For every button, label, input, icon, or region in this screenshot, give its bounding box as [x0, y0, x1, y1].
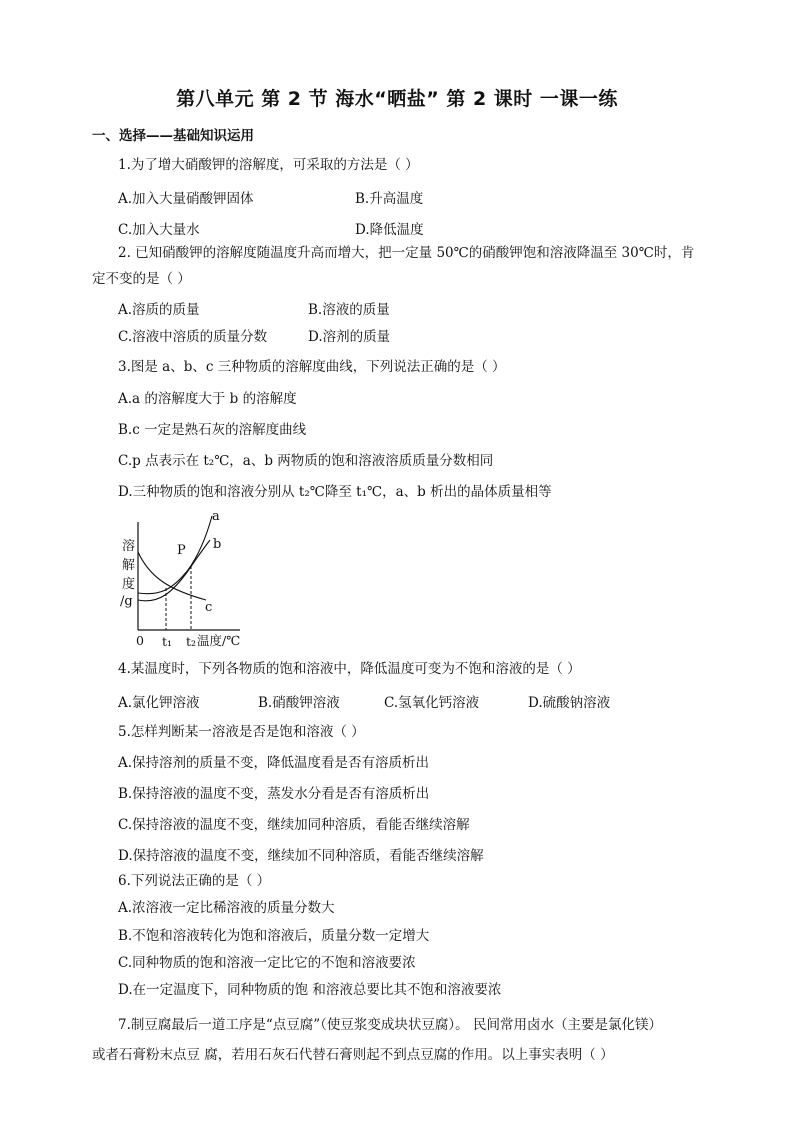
question-6-option-c: C.同种物质的饱和溶液一定比它的不饱和溶液要浓	[118, 955, 416, 971]
question-7-stem-line2: 或者石膏粉末点豆 腐，若用石灰石代替石膏则起不到点豆腐的作用。以上事实表明（ ）	[92, 1047, 614, 1063]
question-2-options-row1	[118, 298, 738, 316]
curve-b-label: b	[213, 537, 222, 552]
question-4-option-c: C.氢氧化钙溶液	[384, 695, 480, 711]
question-6-option-d: D.在一定温度下，同种物质的饱 和溶液总要比其不饱和溶液要浓	[118, 982, 502, 998]
question-2-option-c: C.溶液中溶质的质量分数	[118, 329, 268, 345]
y-axis-label-2: 解	[122, 558, 136, 573]
question-6-stem: 6.下列说法正确的是（ ）	[118, 873, 271, 889]
t2-label: t₂	[186, 634, 197, 649]
question-5-option-a: A.保持溶剂的质量不变，降低温度看是否有溶质析出	[118, 755, 430, 771]
question-3-stem: 3.图是 a、b、c 三种物质的溶解度曲线，下列说法正确的是（ ）	[118, 359, 506, 375]
curve-c-label: c	[205, 600, 213, 615]
question-4-option-d: D.硫酸钠溶液	[528, 695, 611, 711]
y-axis-label-1: 溶	[122, 539, 136, 554]
question-3-option-a: A.a 的溶解度大于 b 的溶解度	[118, 391, 297, 407]
point-p-label: P	[177, 543, 186, 558]
question-1-option-c: C.加入大量水	[118, 222, 200, 238]
question-1-options-row1	[118, 187, 738, 205]
question-5-option-c: C.保持溶液的温度不变，继续加同种溶质，看能否继续溶解	[118, 817, 470, 833]
question-7-stem-line1: 7.制豆腐最后一道工序是“点豆腐”（使豆浆变成块状豆腐）。 民间常用卤水（主要是氯化镁）	[118, 1017, 662, 1033]
question-3-option-d: D.三种物质的饱和溶液分别从 t₂℃降至 t₁℃，a、b 析出的晶体质量相等	[118, 484, 552, 500]
question-5-option-d: D.保持溶液的温度不变，继续加不同种溶质，看能否继续溶解	[118, 848, 484, 864]
solubility-curve-figure	[110, 508, 260, 653]
y-axis-label-3: 度	[122, 577, 136, 592]
question-4-option-a: A.氯化钾溶液	[118, 695, 200, 711]
curve-b	[138, 540, 210, 601]
origin-label: 0	[136, 633, 144, 648]
question-1-stem: 1.为了增大硝酸钾的溶解度，可采取的方法是（ ）	[118, 157, 419, 173]
question-1-options-row2	[118, 218, 738, 236]
curve-a-label: a	[212, 509, 220, 524]
y-axis-label-4: /g	[120, 594, 133, 609]
question-4-options-row	[118, 691, 738, 709]
curve-a	[138, 516, 212, 594]
question-2-option-a: A.溶质的质量	[118, 302, 200, 318]
question-2-option-b: B.溶液的质量	[308, 302, 390, 318]
page-title: 第八单元 第 2 节 海水“晒盐” 第 2 课时 一课一练	[176, 88, 618, 110]
question-1-option-b: B.升高温度	[355, 191, 424, 207]
question-3-option-c: C.p 点表示在 t₂℃，a、b 两物质的饱和溶液溶质质量分数相同	[118, 453, 494, 469]
section-heading: 一、选择——基础知识运用	[92, 128, 254, 144]
question-6-option-a: A.浓溶液一定比稀溶液的质量分数大	[118, 900, 335, 916]
question-5-stem: 5.怎样判断某一溶液是否是饱和溶液（ ）	[118, 724, 365, 740]
question-1-option-a: A.加入大量硝酸钾固体	[118, 191, 254, 207]
question-2-option-d: D.溶剂的质量	[308, 329, 391, 345]
question-6-option-b: B.不饱和溶液转化为饱和溶液后，质量分数一定增大	[118, 928, 430, 944]
question-4-stem: 4.某温度时，下列各物质的饱和溶液中，降低温度可变为不饱和溶液的是（ ）	[118, 661, 581, 677]
question-3-option-b: B.c 一定是熟石灰的溶解度曲线	[118, 422, 307, 438]
t1-label: t₁	[162, 634, 173, 649]
question-2-stem-line1: 2. 已知硝酸钾的溶解度随温度升高而增大，把一定量 50℃的硝酸钾饱和溶液降温至 30℃时，肯	[118, 245, 695, 261]
question-1-option-d: D.降低温度	[355, 222, 424, 238]
question-2-stem-line2: 定不变的是（ ）	[92, 271, 191, 287]
question-5-option-b: B.保持溶液的温度不变，蒸发水分看是否有溶质析出	[118, 786, 430, 802]
x-axis-label: 温度/℃	[197, 633, 241, 648]
question-4-option-b: B.硝酸钾溶液	[258, 695, 340, 711]
question-2-options-row2	[118, 325, 738, 343]
